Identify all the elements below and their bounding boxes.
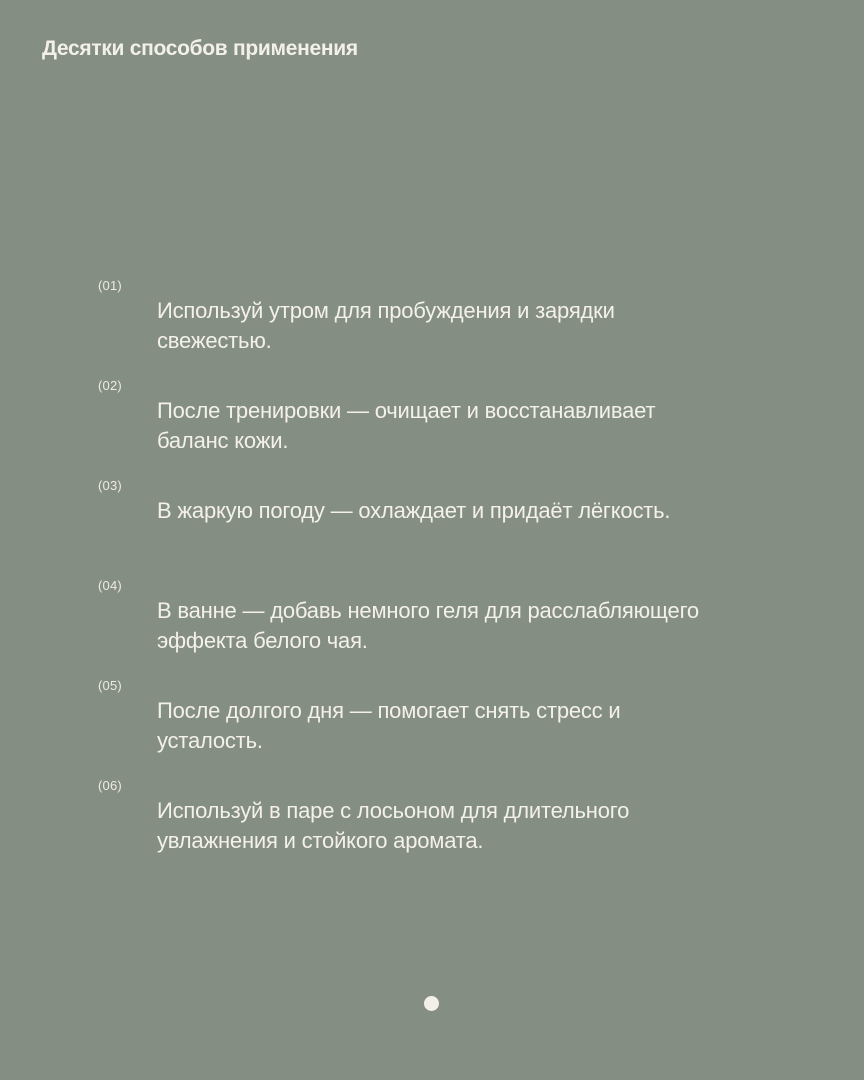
item-text: Используй в паре с лосьоном для длительного увлажнения и стойкого аромата. — [157, 798, 630, 853]
item-number: (05) — [98, 678, 122, 693]
page-title: Десятки способов применения — [42, 37, 358, 60]
item-text: После долгого дня — помогает снять стресс и усталость. — [157, 698, 621, 753]
list-item — [0, 478, 864, 578]
list-item — [0, 278, 864, 378]
item-number: (01) — [98, 278, 122, 293]
item-text: В жаркую погоду — охлаждает и придаёт лёгкость. — [157, 498, 671, 523]
item-text: В ванне — добавь немного геля для расслабляющего эффекта белого чая. — [157, 598, 699, 653]
item-number: (06) — [98, 778, 122, 793]
item-number: (04) — [98, 578, 122, 593]
item-text: После тренировки — очищает и восстанавливает баланс кожи. — [157, 398, 656, 453]
usage-list — [0, 278, 864, 878]
pagination-dot[interactable] — [424, 996, 439, 1011]
item-number: (03) — [98, 478, 122, 493]
item-text: Используй утром для пробуждения и зарядки свежестью. — [157, 298, 615, 353]
item-number: (02) — [98, 378, 122, 393]
list-item — [0, 778, 864, 878]
list-item — [0, 578, 864, 678]
list-item — [0, 378, 864, 478]
list-item — [0, 678, 864, 778]
